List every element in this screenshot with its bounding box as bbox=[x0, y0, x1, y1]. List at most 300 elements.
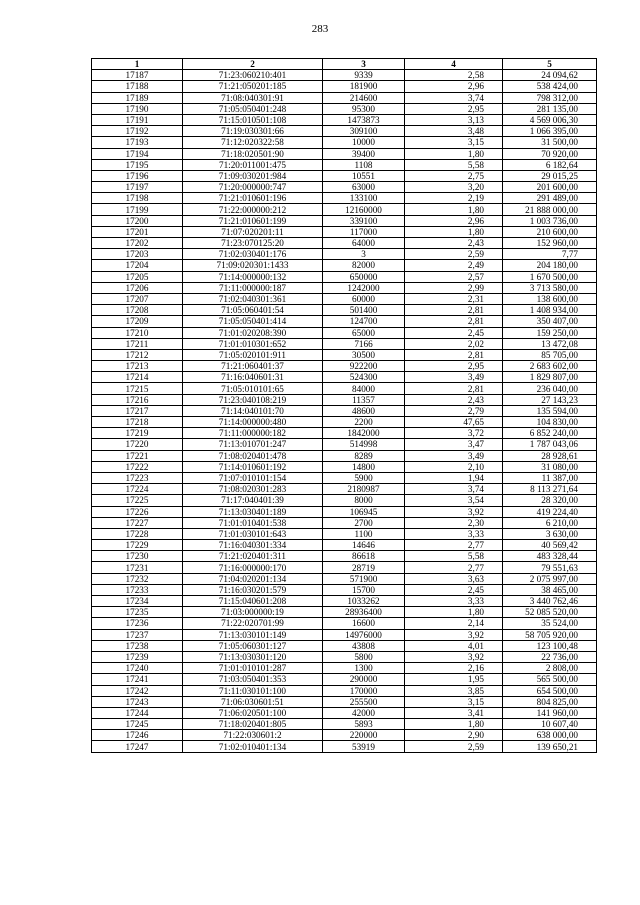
table-row bbox=[92, 282, 597, 293]
page-number: 283 bbox=[311, 23, 329, 35]
amount-value-cell: 13 472,08 bbox=[503, 338, 597, 349]
table-row bbox=[92, 730, 597, 741]
area-value-cell: 571900 bbox=[323, 573, 405, 584]
table-row bbox=[92, 361, 597, 372]
table-body bbox=[92, 70, 597, 752]
rate-value-cell: 2,16 bbox=[405, 663, 503, 674]
rate-value-cell: 3,48 bbox=[405, 126, 503, 137]
cadastral-number-cell: 71:07:010101:154 bbox=[183, 472, 323, 483]
area-value-cell: 309100 bbox=[323, 126, 405, 137]
row-number-cell: 17243 bbox=[92, 696, 183, 707]
amount-value-cell: 79 551,63 bbox=[503, 562, 597, 573]
row-number-cell: 17193 bbox=[92, 137, 183, 148]
row-number-cell: 17192 bbox=[92, 126, 183, 137]
rate-value-cell: 2,99 bbox=[405, 282, 503, 293]
amount-value-cell: 139 650,21 bbox=[503, 741, 597, 752]
area-value-cell: 64000 bbox=[323, 238, 405, 249]
cadastral-number-cell: 71:09:020301:1433 bbox=[183, 260, 323, 271]
cadastral-number-cell: 71:21:010601:196 bbox=[183, 193, 323, 204]
rate-value-cell: 2,31 bbox=[405, 293, 503, 304]
area-value-cell: 11357 bbox=[323, 394, 405, 405]
cadastral-number-cell: 71:07:020201:11 bbox=[183, 226, 323, 237]
cadastral-number-cell: 71:08:040301:91 bbox=[183, 92, 323, 103]
cadastral-number-cell: 71:05:060301:127 bbox=[183, 640, 323, 651]
rate-value-cell: 2,77 bbox=[405, 540, 503, 551]
area-value-cell: 5800 bbox=[323, 651, 405, 662]
table-row bbox=[92, 428, 597, 439]
table-row bbox=[92, 719, 597, 730]
table-row bbox=[92, 92, 597, 103]
amount-value-cell: 1 066 395,00 bbox=[503, 126, 597, 137]
rate-value-cell: 3,92 bbox=[405, 651, 503, 662]
table-row bbox=[92, 584, 597, 595]
cadastral-number-cell: 71:01:030101:643 bbox=[183, 528, 323, 539]
amount-value-cell: 1 003 736,00 bbox=[503, 215, 597, 226]
amount-value-cell: 1 787 043,06 bbox=[503, 439, 597, 450]
row-number-cell: 17207 bbox=[92, 293, 183, 304]
row-number-cell: 17200 bbox=[92, 215, 183, 226]
amount-value-cell: 201 600,00 bbox=[503, 182, 597, 193]
row-number-cell: 17210 bbox=[92, 327, 183, 338]
rate-value-cell: 3,74 bbox=[405, 484, 503, 495]
amount-value-cell: 58 705 920,00 bbox=[503, 629, 597, 640]
rate-value-cell: 2,95 bbox=[405, 361, 503, 372]
rate-value-cell: 2,95 bbox=[405, 103, 503, 114]
table-row bbox=[92, 271, 597, 282]
row-number-cell: 17238 bbox=[92, 640, 183, 651]
table-row bbox=[92, 204, 597, 215]
cadastral-number-cell: 71:13:030101:149 bbox=[183, 629, 323, 640]
cadastral-number-cell: 71:14:040101:70 bbox=[183, 405, 323, 416]
area-value-cell: 214600 bbox=[323, 92, 405, 103]
row-number-cell: 17236 bbox=[92, 618, 183, 629]
amount-value-cell: 85 705,00 bbox=[503, 349, 597, 360]
amount-value-cell: 38 465,00 bbox=[503, 584, 597, 595]
column-header-5: 5 bbox=[503, 59, 597, 70]
rate-value-cell: 2,81 bbox=[405, 383, 503, 394]
amount-value-cell: 70 920,00 bbox=[503, 148, 597, 159]
area-value-cell: 84000 bbox=[323, 383, 405, 394]
cadastral-number-cell: 71:16:030201:579 bbox=[183, 584, 323, 595]
amount-value-cell: 21 888 000,00 bbox=[503, 204, 597, 215]
area-value-cell: 255500 bbox=[323, 696, 405, 707]
table-row bbox=[92, 137, 597, 148]
cadastral-number-cell: 71:17:040401:39 bbox=[183, 495, 323, 506]
row-number-cell: 17197 bbox=[92, 182, 183, 193]
row-number-cell: 17232 bbox=[92, 573, 183, 584]
area-value-cell: 60000 bbox=[323, 293, 405, 304]
table-row bbox=[92, 439, 597, 450]
table-row bbox=[92, 170, 597, 181]
area-value-cell: 650000 bbox=[323, 271, 405, 282]
table-row bbox=[92, 70, 597, 81]
area-value-cell: 65000 bbox=[323, 327, 405, 338]
area-value-cell: 16600 bbox=[323, 618, 405, 629]
column-header-4: 4 bbox=[405, 59, 503, 70]
cadastral-number-cell: 71:08:020401:478 bbox=[183, 450, 323, 461]
table-row bbox=[92, 663, 597, 674]
row-number-cell: 17201 bbox=[92, 226, 183, 237]
rate-value-cell: 2,57 bbox=[405, 271, 503, 282]
cadastral-number-cell: 71:21:020401:311 bbox=[183, 551, 323, 562]
amount-value-cell: 483 328,44 bbox=[503, 551, 597, 562]
area-value-cell: 9339 bbox=[323, 70, 405, 81]
row-number-cell: 17226 bbox=[92, 506, 183, 517]
table-row bbox=[92, 528, 597, 539]
data-table bbox=[91, 58, 597, 753]
row-number-cell: 17194 bbox=[92, 148, 183, 159]
row-number-cell: 17202 bbox=[92, 238, 183, 249]
cadastral-number-cell: 71:19:030301:66 bbox=[183, 126, 323, 137]
amount-value-cell: 236 040,00 bbox=[503, 383, 597, 394]
cadastral-number-cell: 71:14:010601:192 bbox=[183, 461, 323, 472]
row-number-cell: 17242 bbox=[92, 685, 183, 696]
area-value-cell: 63000 bbox=[323, 182, 405, 193]
row-number-cell: 17224 bbox=[92, 484, 183, 495]
table-row bbox=[92, 349, 597, 360]
area-value-cell: 514998 bbox=[323, 439, 405, 450]
row-number-cell: 17218 bbox=[92, 417, 183, 428]
table-row bbox=[92, 506, 597, 517]
area-value-cell: 30500 bbox=[323, 349, 405, 360]
area-value-cell: 5893 bbox=[323, 719, 405, 730]
cadastral-number-cell: 71:21:060401:37 bbox=[183, 361, 323, 372]
table-row bbox=[92, 372, 597, 383]
amount-value-cell: 1 670 500,00 bbox=[503, 271, 597, 282]
cadastral-number-cell: 71:23:070125:20 bbox=[183, 238, 323, 249]
rate-value-cell: 2,45 bbox=[405, 584, 503, 595]
cadastral-number-cell: 71:03:050401:353 bbox=[183, 674, 323, 685]
area-value-cell: 14976000 bbox=[323, 629, 405, 640]
cadastral-number-cell: 71:16:000000:170 bbox=[183, 562, 323, 573]
row-number-cell: 17199 bbox=[92, 204, 183, 215]
row-number-cell: 17215 bbox=[92, 383, 183, 394]
amount-value-cell: 6 852 240,00 bbox=[503, 428, 597, 439]
row-number-cell: 17245 bbox=[92, 719, 183, 730]
amount-value-cell: 654 500,00 bbox=[503, 685, 597, 696]
row-number-cell: 17227 bbox=[92, 517, 183, 528]
area-value-cell: 339100 bbox=[323, 215, 405, 226]
amount-value-cell: 152 960,00 bbox=[503, 238, 597, 249]
area-value-cell: 524300 bbox=[323, 372, 405, 383]
table-row bbox=[92, 450, 597, 461]
amount-value-cell: 3 630,00 bbox=[503, 528, 597, 539]
amount-value-cell: 1 829 807,00 bbox=[503, 372, 597, 383]
rate-value-cell: 1,80 bbox=[405, 226, 503, 237]
row-number-cell: 17198 bbox=[92, 193, 183, 204]
amount-value-cell: 10 607,40 bbox=[503, 719, 597, 730]
amount-value-cell: 350 407,00 bbox=[503, 316, 597, 327]
cadastral-number-cell: 71:16:040301:334 bbox=[183, 540, 323, 551]
amount-value-cell: 159 250,00 bbox=[503, 327, 597, 338]
cadastral-number-cell: 71:22:030601:2 bbox=[183, 730, 323, 741]
area-value-cell: 3 bbox=[323, 249, 405, 260]
table-row bbox=[92, 562, 597, 573]
rate-value-cell: 3,49 bbox=[405, 372, 503, 383]
cadastral-number-cell: 71:11:000000:187 bbox=[183, 282, 323, 293]
cadastral-number-cell: 71:05:050401:248 bbox=[183, 103, 323, 114]
row-number-cell: 17241 bbox=[92, 674, 183, 685]
amount-value-cell: 24 094,62 bbox=[503, 70, 597, 81]
rate-value-cell: 3,85 bbox=[405, 685, 503, 696]
row-number-cell: 17247 bbox=[92, 741, 183, 752]
table-row bbox=[92, 159, 597, 170]
rate-value-cell: 2,59 bbox=[405, 249, 503, 260]
table-row bbox=[92, 517, 597, 528]
rate-value-cell: 2,10 bbox=[405, 461, 503, 472]
column-header-3: 3 bbox=[323, 59, 405, 70]
area-value-cell: 2200 bbox=[323, 417, 405, 428]
area-value-cell: 133100 bbox=[323, 193, 405, 204]
rate-value-cell: 3,15 bbox=[405, 137, 503, 148]
table-header-row bbox=[92, 59, 597, 70]
cadastral-number-cell: 71:22:020701:99 bbox=[183, 618, 323, 629]
area-value-cell: 1842000 bbox=[323, 428, 405, 439]
cadastral-number-cell: 71:01:020208:390 bbox=[183, 327, 323, 338]
area-value-cell: 39400 bbox=[323, 148, 405, 159]
rate-value-cell: 5,58 bbox=[405, 551, 503, 562]
table-row bbox=[92, 226, 597, 237]
row-number-cell: 17211 bbox=[92, 338, 183, 349]
row-number-cell: 17195 bbox=[92, 159, 183, 170]
table-row bbox=[92, 651, 597, 662]
cadastral-number-cell: 71:13:010701:247 bbox=[183, 439, 323, 450]
table-row bbox=[92, 316, 597, 327]
cadastral-number-cell: 71:03:000000:19 bbox=[183, 607, 323, 618]
table-row bbox=[92, 629, 597, 640]
cadastral-number-cell: 71:05:060401:54 bbox=[183, 305, 323, 316]
row-number-cell: 17240 bbox=[92, 663, 183, 674]
table-row bbox=[92, 238, 597, 249]
row-number-cell: 17235 bbox=[92, 607, 183, 618]
rate-value-cell: 1,80 bbox=[405, 719, 503, 730]
amount-value-cell: 804 825,00 bbox=[503, 696, 597, 707]
rate-value-cell: 2,02 bbox=[405, 338, 503, 349]
cadastral-number-cell: 71:08:020301:283 bbox=[183, 484, 323, 495]
area-value-cell: 1033262 bbox=[323, 596, 405, 607]
area-value-cell: 5900 bbox=[323, 472, 405, 483]
rate-value-cell: 2,81 bbox=[405, 316, 503, 327]
rate-value-cell: 3,20 bbox=[405, 182, 503, 193]
amount-value-cell: 3 713 580,00 bbox=[503, 282, 597, 293]
amount-value-cell: 210 600,00 bbox=[503, 226, 597, 237]
row-number-cell: 17225 bbox=[92, 495, 183, 506]
row-number-cell: 17217 bbox=[92, 405, 183, 416]
table-row bbox=[92, 215, 597, 226]
row-number-cell: 17209 bbox=[92, 316, 183, 327]
row-number-cell: 17189 bbox=[92, 92, 183, 103]
area-value-cell: 2180987 bbox=[323, 484, 405, 495]
area-value-cell: 290000 bbox=[323, 674, 405, 685]
rate-value-cell: 5,58 bbox=[405, 159, 503, 170]
rate-value-cell: 2,81 bbox=[405, 305, 503, 316]
table-row bbox=[92, 249, 597, 260]
amount-value-cell: 138 600,00 bbox=[503, 293, 597, 304]
amount-value-cell: 28 928,61 bbox=[503, 450, 597, 461]
cadastral-number-cell: 71:21:010601:199 bbox=[183, 215, 323, 226]
rate-value-cell: 1,94 bbox=[405, 472, 503, 483]
row-number-cell: 17212 bbox=[92, 349, 183, 360]
amount-value-cell: 52 085 520,00 bbox=[503, 607, 597, 618]
table-row bbox=[92, 495, 597, 506]
rate-value-cell: 3,13 bbox=[405, 114, 503, 125]
row-number-cell: 17196 bbox=[92, 170, 183, 181]
area-value-cell: 2700 bbox=[323, 517, 405, 528]
area-value-cell: 86618 bbox=[323, 551, 405, 562]
amount-value-cell: 281 135,00 bbox=[503, 103, 597, 114]
amount-value-cell: 31 080,00 bbox=[503, 461, 597, 472]
cadastral-number-cell: 71:12:020322:58 bbox=[183, 137, 323, 148]
cadastral-number-cell: 71:16:040601:31 bbox=[183, 372, 323, 383]
amount-value-cell: 27 143,23 bbox=[503, 394, 597, 405]
rate-value-cell: 47,65 bbox=[405, 417, 503, 428]
area-value-cell: 10000 bbox=[323, 137, 405, 148]
rate-value-cell: 2,19 bbox=[405, 193, 503, 204]
rate-value-cell: 2,30 bbox=[405, 517, 503, 528]
amount-value-cell: 135 594,00 bbox=[503, 405, 597, 416]
rate-value-cell: 3,92 bbox=[405, 629, 503, 640]
amount-value-cell: 798 312,00 bbox=[503, 92, 597, 103]
cadastral-number-cell: 71:05:020101:911 bbox=[183, 349, 323, 360]
rate-value-cell: 2,90 bbox=[405, 730, 503, 741]
rate-value-cell: 2,58 bbox=[405, 70, 503, 81]
rate-value-cell: 1,80 bbox=[405, 148, 503, 159]
cadastral-number-cell: 71:11:000000:182 bbox=[183, 428, 323, 439]
area-value-cell: 220000 bbox=[323, 730, 405, 741]
table-row bbox=[92, 696, 597, 707]
table-row bbox=[92, 707, 597, 718]
rate-value-cell: 2,49 bbox=[405, 260, 503, 271]
amount-value-cell: 6 210,00 bbox=[503, 517, 597, 528]
row-number-cell: 17205 bbox=[92, 271, 183, 282]
table-row bbox=[92, 551, 597, 562]
table-row bbox=[92, 640, 597, 651]
cadastral-number-cell: 71:18:020401:805 bbox=[183, 719, 323, 730]
rate-value-cell: 3,49 bbox=[405, 450, 503, 461]
table-row bbox=[92, 417, 597, 428]
row-number-cell: 17203 bbox=[92, 249, 183, 260]
cadastral-number-cell: 71:14:000000:480 bbox=[183, 417, 323, 428]
area-value-cell: 501400 bbox=[323, 305, 405, 316]
table-row bbox=[92, 484, 597, 495]
rate-value-cell: 2,43 bbox=[405, 394, 503, 405]
row-number-cell: 17190 bbox=[92, 103, 183, 114]
row-number-cell: 17219 bbox=[92, 428, 183, 439]
cadastral-number-cell: 71:01:010401:538 bbox=[183, 517, 323, 528]
area-value-cell: 1300 bbox=[323, 663, 405, 674]
area-value-cell: 14646 bbox=[323, 540, 405, 551]
row-number-cell: 17229 bbox=[92, 540, 183, 551]
area-value-cell: 28719 bbox=[323, 562, 405, 573]
cadastral-number-cell: 71:01:010101:287 bbox=[183, 663, 323, 674]
table-row bbox=[92, 394, 597, 405]
row-number-cell: 17216 bbox=[92, 394, 183, 405]
row-number-cell: 17204 bbox=[92, 260, 183, 271]
table-row bbox=[92, 405, 597, 416]
area-value-cell: 15700 bbox=[323, 584, 405, 595]
amount-value-cell: 31 500,00 bbox=[503, 137, 597, 148]
cadastral-number-cell: 71:15:040601:208 bbox=[183, 596, 323, 607]
table-row bbox=[92, 573, 597, 584]
row-number-cell: 17221 bbox=[92, 450, 183, 461]
rate-value-cell: 1,80 bbox=[405, 607, 503, 618]
amount-value-cell: 11 387,00 bbox=[503, 472, 597, 483]
area-value-cell: 28936400 bbox=[323, 607, 405, 618]
row-number-cell: 17239 bbox=[92, 651, 183, 662]
area-value-cell: 106945 bbox=[323, 506, 405, 517]
column-header-2: 2 bbox=[183, 59, 323, 70]
row-number-cell: 17206 bbox=[92, 282, 183, 293]
rate-value-cell: 2,45 bbox=[405, 327, 503, 338]
cadastral-number-cell: 71:23:040108:219 bbox=[183, 394, 323, 405]
row-number-cell: 17231 bbox=[92, 562, 183, 573]
area-value-cell: 922200 bbox=[323, 361, 405, 372]
row-number-cell: 17208 bbox=[92, 305, 183, 316]
amount-value-cell: 29 015,25 bbox=[503, 170, 597, 181]
area-value-cell: 10551 bbox=[323, 170, 405, 181]
amount-value-cell: 2 683 602,00 bbox=[503, 361, 597, 372]
table-row bbox=[92, 674, 597, 685]
area-value-cell: 8000 bbox=[323, 495, 405, 506]
rate-value-cell: 3,41 bbox=[405, 707, 503, 718]
table-row bbox=[92, 383, 597, 394]
row-number-cell: 17188 bbox=[92, 81, 183, 92]
rate-value-cell: 2,43 bbox=[405, 238, 503, 249]
table-row bbox=[92, 540, 597, 551]
data-table-wrapper bbox=[91, 58, 597, 753]
cadastral-number-cell: 71:13:030401:189 bbox=[183, 506, 323, 517]
area-value-cell: 170000 bbox=[323, 685, 405, 696]
area-value-cell: 1473873 bbox=[323, 114, 405, 125]
cadastral-number-cell: 71:14:000000:132 bbox=[183, 271, 323, 282]
rate-value-cell: 4,01 bbox=[405, 640, 503, 651]
area-value-cell: 7166 bbox=[323, 338, 405, 349]
cadastral-number-cell: 71:15:010501:108 bbox=[183, 114, 323, 125]
cadastral-number-cell: 71:04:020201:134 bbox=[183, 573, 323, 584]
area-value-cell: 53919 bbox=[323, 741, 405, 752]
amount-value-cell: 104 830,00 bbox=[503, 417, 597, 428]
rate-value-cell: 3,74 bbox=[405, 92, 503, 103]
cadastral-number-cell: 71:06:030601:51 bbox=[183, 696, 323, 707]
rate-value-cell: 2,75 bbox=[405, 170, 503, 181]
row-number-cell: 17246 bbox=[92, 730, 183, 741]
amount-value-cell: 141 960,00 bbox=[503, 707, 597, 718]
table-row bbox=[92, 461, 597, 472]
cadastral-number-cell: 71:20:000000:747 bbox=[183, 182, 323, 193]
table-row bbox=[92, 685, 597, 696]
rate-value-cell: 2,81 bbox=[405, 349, 503, 360]
cadastral-number-cell: 71:11:030101:100 bbox=[183, 685, 323, 696]
table-row bbox=[92, 472, 597, 483]
table-row bbox=[92, 148, 597, 159]
amount-value-cell: 2 075 997,00 bbox=[503, 573, 597, 584]
amount-value-cell: 4 569 006,30 bbox=[503, 114, 597, 125]
area-value-cell: 42000 bbox=[323, 707, 405, 718]
table-row bbox=[92, 607, 597, 618]
table-row bbox=[92, 293, 597, 304]
amount-value-cell: 40 569,42 bbox=[503, 540, 597, 551]
amount-value-cell: 6 182,64 bbox=[503, 159, 597, 170]
amount-value-cell: 3 440 762,46 bbox=[503, 596, 597, 607]
row-number-cell: 17228 bbox=[92, 528, 183, 539]
cadastral-number-cell: 71:06:020501:100 bbox=[183, 707, 323, 718]
table-row bbox=[92, 260, 597, 271]
area-value-cell: 14800 bbox=[323, 461, 405, 472]
row-number-cell: 17223 bbox=[92, 472, 183, 483]
table-row bbox=[92, 193, 597, 204]
cadastral-number-cell: 71:21:050201:185 bbox=[183, 81, 323, 92]
rate-value-cell: 1,95 bbox=[405, 674, 503, 685]
